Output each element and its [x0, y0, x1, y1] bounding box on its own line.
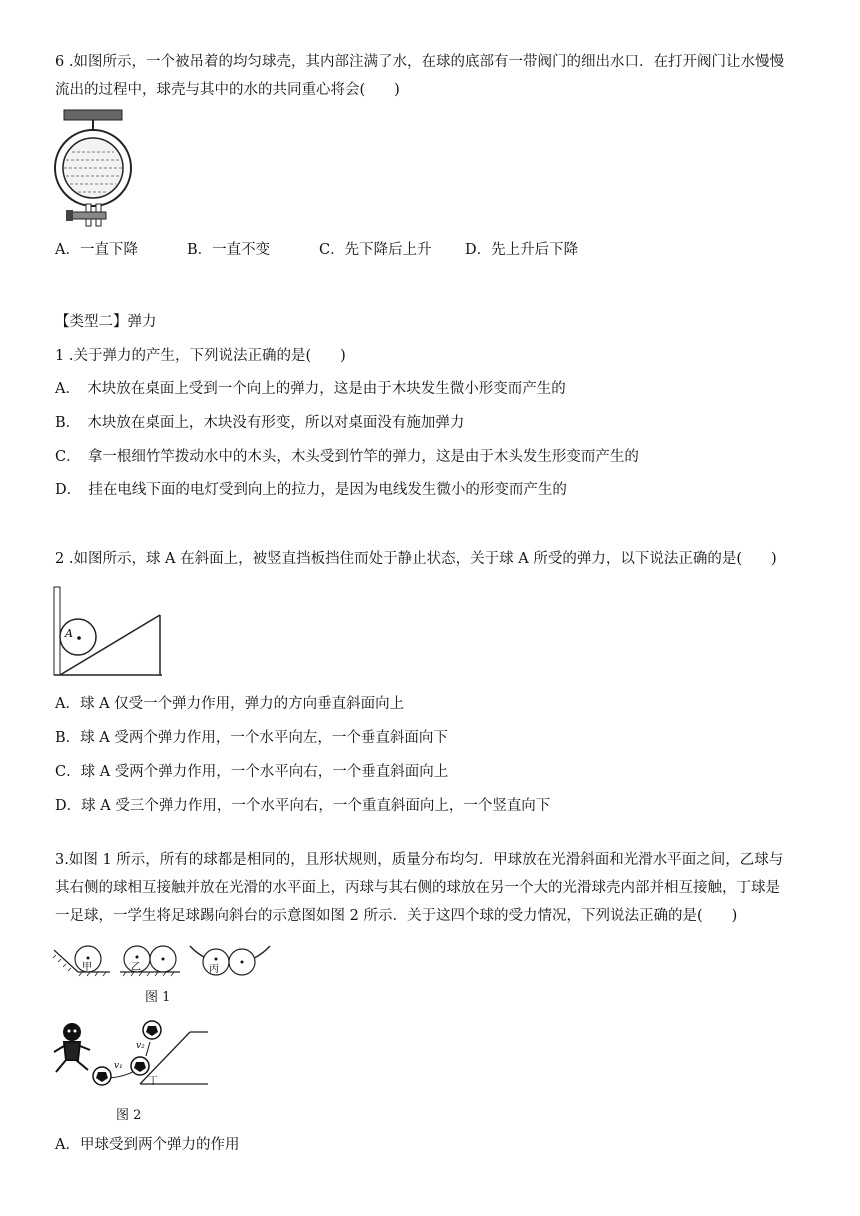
q1-option-d[interactable]: D． 挂在电线下面的电灯受到向上的拉力，是因为电线发生微小的形变而产生的	[55, 482, 567, 498]
q1-option-c[interactable]: C． 拿一根细竹竿拨动水中的木头，木头受到竹竿的弹力，这是由于木头发生形变而产生的	[55, 449, 639, 465]
ball-jia-label: 甲	[82, 962, 92, 973]
q2-option-b[interactable]: B．球 A 受两个弹力作用，一个水平向左，一个垂直斜面向下	[55, 730, 448, 746]
ball-yi-label: 乙	[131, 962, 141, 973]
section-heading: 【类型二】弹力	[55, 314, 157, 330]
q2-stem: 2 .如图所示，球 A 在斜面上，被竖直挡板挡住而处于静止状态，关于球 A 所受的弹力，以下说法正确的是( )	[55, 551, 777, 567]
q6-stem-line1: 6 .如图所示，一个被吊着的均匀球壳，其内部注满了水，在球的底部有一带阀门的细出水口．在打开阀门让水慢慢	[55, 54, 784, 70]
q3-stem-line3: 一足球，一学生将足球踢向斜台的示意图如图 2 所示．关于这四个球的受力情况，下列说法正确的是( )	[55, 908, 738, 924]
q6-options	[55, 240, 578, 260]
student-figure	[54, 1024, 90, 1072]
q1-stem: 1 .关于弹力的产生，下列说法正确的是( )	[55, 348, 346, 364]
q3-stem-line2: 其右侧的球相互接触并放在光滑的水平面上，丙球与其右侧的球放在另一个大的光滑球壳内部并相互接触，丁球是	[55, 880, 780, 896]
q6-option-d[interactable]: D．先上升后下降	[465, 242, 579, 258]
figure-2-kick	[52, 1020, 210, 1092]
q1-option-b[interactable]: B． 木块放在桌面上，木块没有形变，所以对桌面没有施加弹力	[55, 415, 465, 431]
ball-bing-label: 丙	[209, 964, 219, 975]
q6-option-c[interactable]: C．先下降后上升	[319, 242, 432, 258]
figure-1-caption: 图 1	[145, 990, 171, 1005]
ball-ding-label: 丁	[148, 1076, 158, 1087]
q6-option-a[interactable]: A．一直下降	[55, 242, 138, 258]
figure-2-caption: 图 2	[116, 1108, 142, 1123]
q6-option-b[interactable]: B．一直不变	[187, 242, 271, 258]
ball-a-label: A	[65, 627, 73, 640]
q3-stem-line1: 3.如图 1 所示，所有的球都是相同的，且形状规则，质量分布均匀．甲球放在光滑斜面和光滑水平面之间，乙球与	[55, 852, 784, 868]
q2-option-a[interactable]: A．球 A 仅受一个弹力作用，弹力的方向垂直斜面向上	[55, 696, 405, 712]
figure-1-balls	[52, 938, 277, 982]
valve	[70, 212, 106, 219]
velocity-v1-label: v₁	[114, 1061, 123, 1071]
incline-ball-figure	[52, 585, 166, 679]
q1-option-a[interactable]: A． 木块放在桌面上受到一个向上的弹力，这是由于木块发生微小形变而产生的	[55, 381, 566, 397]
ceiling-bar	[64, 110, 122, 120]
vertical-baffle	[54, 587, 60, 675]
q2-option-c[interactable]: C．球 A 受两个弹力作用，一个水平向右，一个垂直斜面向上	[55, 764, 449, 780]
q6-stem-line2: 流出的过程中，球壳与其中的水的共同重心将会( )	[55, 82, 400, 98]
velocity-v2-label: v₂	[136, 1041, 145, 1051]
hanging-sphere-figure	[48, 108, 140, 232]
q2-option-d[interactable]: D．球 A 受三个弹力作用，一个水平向右，一个重直斜面向上，一个竖直向下	[55, 798, 551, 814]
q3-option-a[interactable]: A．甲球受到两个弹力的作用	[55, 1137, 240, 1153]
